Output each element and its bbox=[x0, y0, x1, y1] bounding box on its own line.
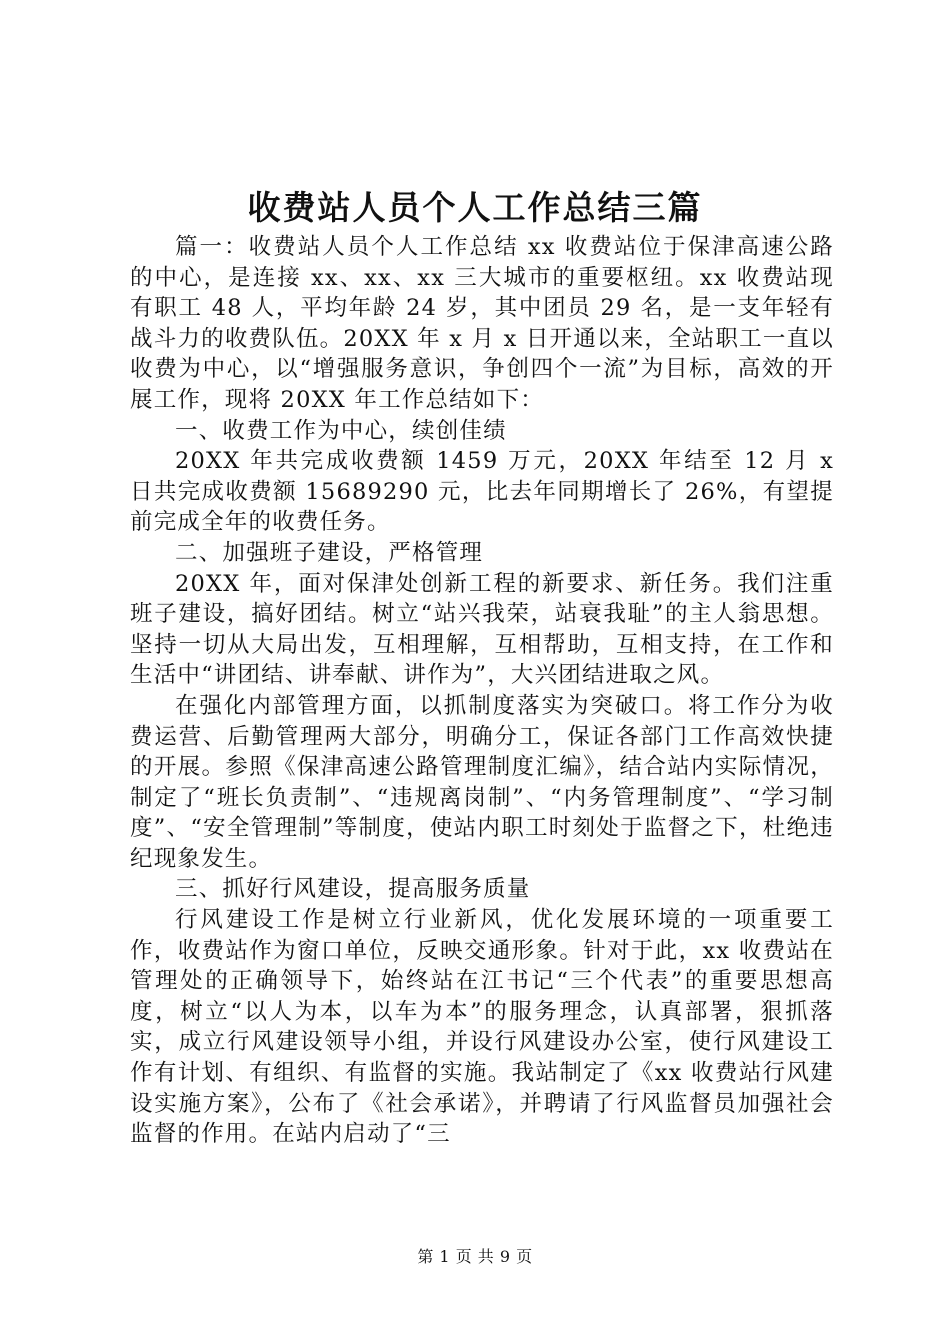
paragraph-team-building: 20XX 年，面对保津处创新工程的新要求、新任务。我们注重班子建设，搞好团结。树立“站兴我荣，站衰我耻”的主人翁思想。坚持一切从大局出发，互相理解，互相帮助，互相支持，在工作和生活中“讲团结、讲奉献、讲作为”，大兴团结进取之风。 bbox=[130, 570, 834, 689]
page-footer: 第 1 页 共 9 页 bbox=[417, 1247, 533, 1266]
paragraph-revenue: 20XX 年共完成收费额 1459 万元，20XX 年结至 12 月 x 日共完成收费额 15689290 元，比去年同期增长了 26%，有望提前完成全年的收费任务。 bbox=[130, 448, 834, 536]
document-title: 收费站人员个人工作总结三篇 bbox=[247, 188, 703, 227]
paragraph-intro: 篇一：收费站人员个人工作总结 xx 收费站位于保津高速公路的中心，是连接 xx、xx、xx 三大城市的重要枢纽。xx 收费站现有职工 48 人，平均年龄 24 岁，其中团员 29 名，是一支年轻有战斗力的收费队伍。20XX 年 x 月 x 日开通以来，全站职工一直以收费为中心，以“增强服务意识，争创四个一流”为目标，高效的开展工作，现将 20XX 年工作总结如下： bbox=[130, 234, 834, 413]
section-heading-3: 三、抓好行风建设，提高服务质量 bbox=[175, 876, 531, 903]
paragraph-conduct: 行风建设工作是树立行业新风，优化发展环境的一项重要工作，收费站作为窗口单位，反映交通形象。针对于此，xx 收费站在管理处的正确领导下，始终站在江书记“三个代表”的重要思想高度，树立“以人为本，以车为本”的服务理念，认真部署，狠抓落实，成立行风建设领导小组，并设行风建设办公室，使行风建设工作有计划、有组织、有监督的实施。我站制定了《xx 收费站行风建设实施方案》，公布了《社会承诺》，并聘请了行风监督员加强社会监督的作用。在站内启动了“三 bbox=[130, 907, 834, 1148]
section-heading-2: 二、加强班子建设，严格管理 bbox=[175, 539, 484, 566]
paragraph-internal-management: 在强化内部管理方面，以抓制度落实为突破口。将工作分为收费运营、后勤管理两大部分，明确分工，保证各部门工作高效快捷的开展。参照《保津高速公路管理制度汇编》，结合站内实际情况，制定了“班长负责制”、“违规离岗制”、“内务管理制度”、“学习制度”、“安全管理制”等制度，使站内职工时刻处于监督之下，杜绝违纪现象发生。 bbox=[130, 692, 834, 872]
section-heading-1: 一、收费工作为中心，续创佳绩 bbox=[175, 417, 507, 444]
document-body bbox=[130, 232, 834, 1150]
